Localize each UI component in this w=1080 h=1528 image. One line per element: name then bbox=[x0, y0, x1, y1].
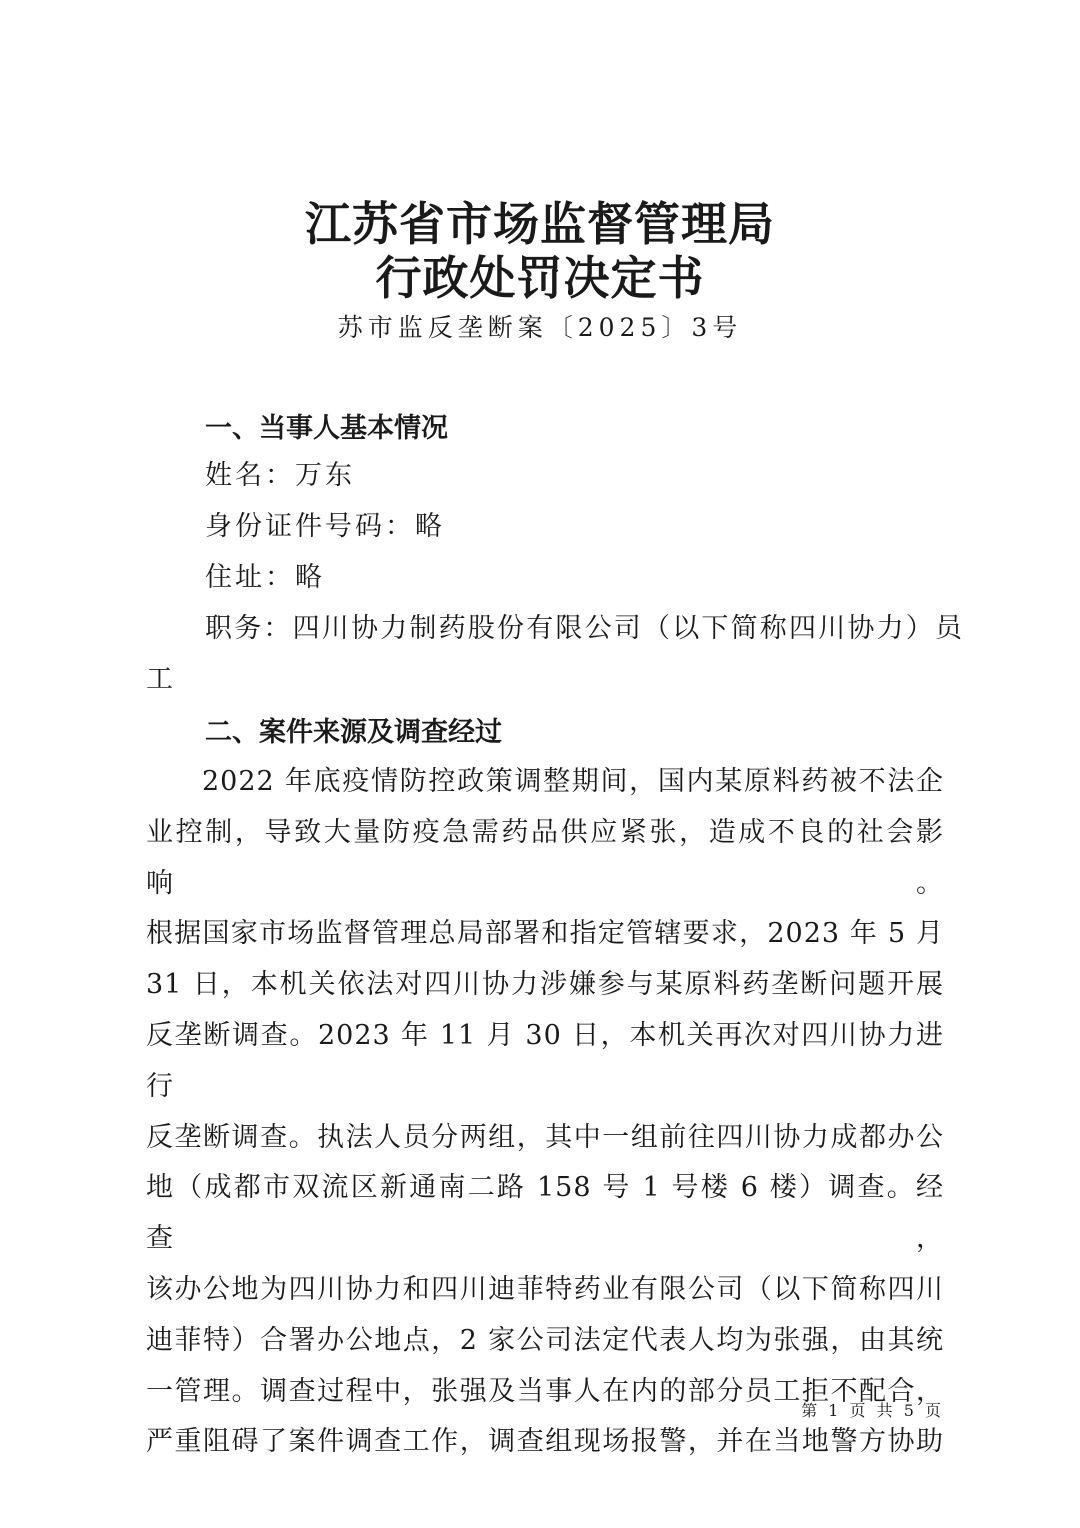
paragraph-line: 严重阻碍了案件调查工作，调查组现场报警，并在当地警方协助 bbox=[146, 1426, 944, 1458]
paragraph-line: 迪菲特）合署办公地点，2 家公司法定代表人均为张强，由其统 bbox=[146, 1324, 944, 1356]
party-position-continued: 工 bbox=[146, 664, 176, 695]
party-address: 住址：略 bbox=[205, 562, 325, 593]
case-source-paragraph bbox=[146, 757, 944, 1468]
paragraph-line: 地（成都市双流区新通南二路 158 号 1 号楼 6 楼）调查。经查， bbox=[146, 1172, 944, 1255]
paragraph-line: 2022 年底疫情防控政策调整期间，国内某原料药被不法企 bbox=[202, 766, 944, 797]
party-id-number: 身份证件号码：略 bbox=[205, 511, 445, 542]
document-number: 苏市监反垄断案〔2025〕3号 bbox=[337, 313, 743, 342]
page-number: 第 1 页 共 5 页 bbox=[801, 1401, 944, 1420]
paragraph-line: 根据国家市场监督管理总局部署和指定管辖要求，2023 年 5 月 bbox=[146, 918, 944, 950]
document-title-line1: 江苏省市场监督管理局 bbox=[305, 197, 775, 251]
paragraph-line: 该办公地为四川协力和四川迪菲特药业有限公司（以下简称四川 bbox=[146, 1273, 944, 1305]
paragraph-line: 31 日，本机关依法对四川协力涉嫌参与某原料药垄断问题开展 bbox=[146, 969, 944, 1001]
paragraph-line: 一管理。调查过程中，张强及当事人在内的部分员工拒不配合， bbox=[146, 1375, 944, 1407]
party-position: 职务：四川协力制药股份有限公司（以下简称四川协力）员 bbox=[205, 613, 965, 644]
section2-heading: 二、案件来源及调查经过 bbox=[205, 717, 502, 748]
document-title-line2: 行政处罚决定书 bbox=[375, 251, 705, 305]
party-name: 姓名：万东 bbox=[205, 460, 355, 491]
paragraph-line: 反垄断调查。执法人员分两组，其中一组前往四川协力成都办公 bbox=[146, 1121, 944, 1153]
paragraph-line: 业控制，导致大量防疫急需药品供应紧张，造成不良的社会影响。 bbox=[146, 816, 944, 899]
section1-heading: 一、当事人基本情况 bbox=[205, 413, 448, 444]
paragraph-line: 反垄断调查。2023 年 11 月 30 日，本机关再次对四川协力进行 bbox=[146, 1019, 944, 1102]
